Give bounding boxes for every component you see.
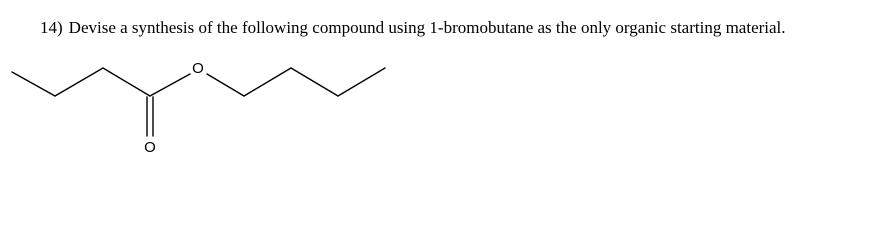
question-number: 14) bbox=[40, 18, 63, 37]
bond-c2-c3 bbox=[55, 68, 103, 96]
bond-c3-c4 bbox=[103, 68, 150, 96]
bond-c7-c8 bbox=[338, 68, 385, 96]
ester-oxygen-label: O bbox=[192, 60, 204, 77]
question-body: Devise a synthesis of the following compound using 1-bromobutane as the only organic starting material. bbox=[68, 18, 786, 37]
bond-c1-c2 bbox=[12, 72, 55, 96]
carbonyl-oxygen-label: O bbox=[144, 139, 156, 156]
bond-c5-c6 bbox=[244, 68, 291, 96]
bond-c4-o bbox=[150, 74, 190, 96]
bond-c6-c7 bbox=[291, 68, 338, 96]
bond-o-c5 bbox=[207, 74, 244, 96]
